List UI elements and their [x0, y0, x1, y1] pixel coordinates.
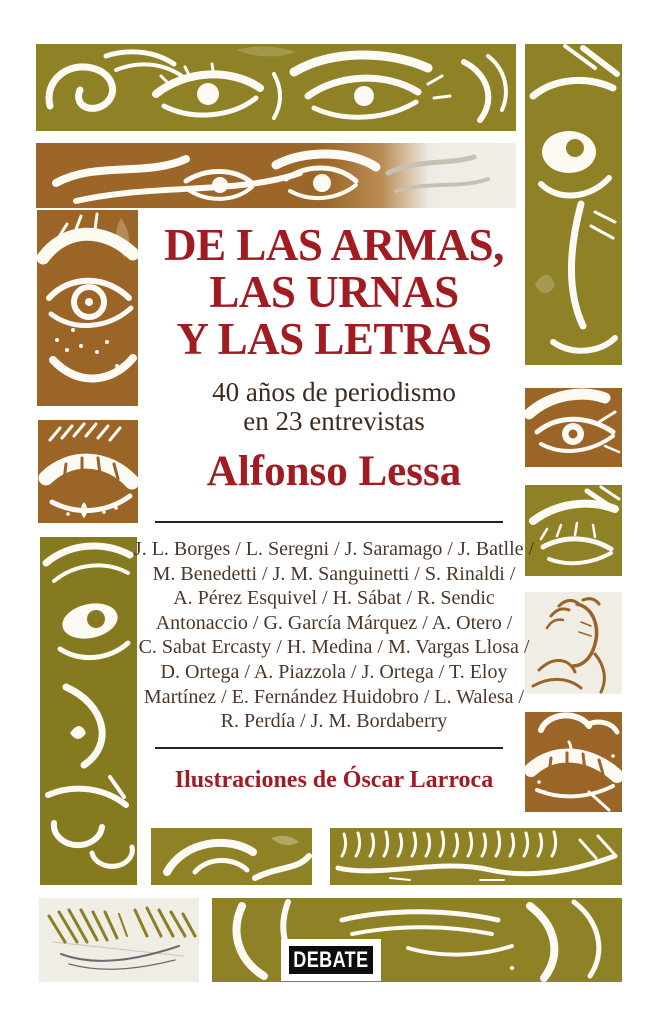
- interviewees-line: A. Pérez Esquivel / H. Sábat / R. Sendic: [173, 587, 495, 610]
- publisher-logo-text: DEBATE: [293, 947, 369, 972]
- interviewees-line: J. L. Borges / L. Seregni / J. Saramago / J. Batlle /: [133, 538, 535, 560]
- interviewees-line: C. Sabat Ercasty / H. Medina / M. Vargas Llosa /: [138, 636, 530, 659]
- title-line-1: DE LAS ARMAS,: [164, 220, 504, 270]
- publisher-logo-box: [289, 946, 373, 974]
- woodcut-cheek-nose: [212, 898, 622, 982]
- book-subtitle: [114, 378, 554, 436]
- woodcut-ear-chin: [151, 828, 312, 885]
- title-line-3: Y LAS LETRAS: [176, 314, 492, 364]
- subtitle-line-2: en 23 entrevistas: [243, 406, 425, 436]
- publisher-logo: [281, 939, 381, 981]
- woodcut-mustache-mouth: [330, 828, 622, 885]
- interviewees-line: R. Perdía / J. M. Bordaberry: [220, 710, 448, 733]
- woodcut-eyes-band: [36, 44, 516, 131]
- subtitle-line-1: 40 años de periodismo: [212, 377, 456, 407]
- author-name: Alfonso Lessa: [206, 448, 462, 495]
- interviewees-line: Antonaccio / G. García Márquez / A. Otero /: [155, 611, 513, 634]
- divider-rule-top: [155, 521, 503, 523]
- illustrator-credit: Ilustraciones de Óscar Larroca: [174, 767, 494, 793]
- woodcut-sketched-brow: [39, 898, 199, 982]
- interviewees-line: M. Benedetti / J. M. Sanguinetti / S. Rinaldi /: [152, 562, 516, 585]
- divider-rule-bottom: [155, 747, 503, 749]
- interviewees-line: Martínez / E. Fernández Huidobro / L. Walesa /: [143, 685, 525, 708]
- title-line-2: LAS URNAS: [209, 267, 459, 317]
- interviewees-list: [114, 537, 554, 734]
- woodcut-brow-eyes-band: [36, 143, 516, 208]
- book-title: [114, 222, 554, 363]
- interviewees-line: D. Ortega / A. Piazzola / J. Ortega / T. Eloy: [160, 660, 508, 683]
